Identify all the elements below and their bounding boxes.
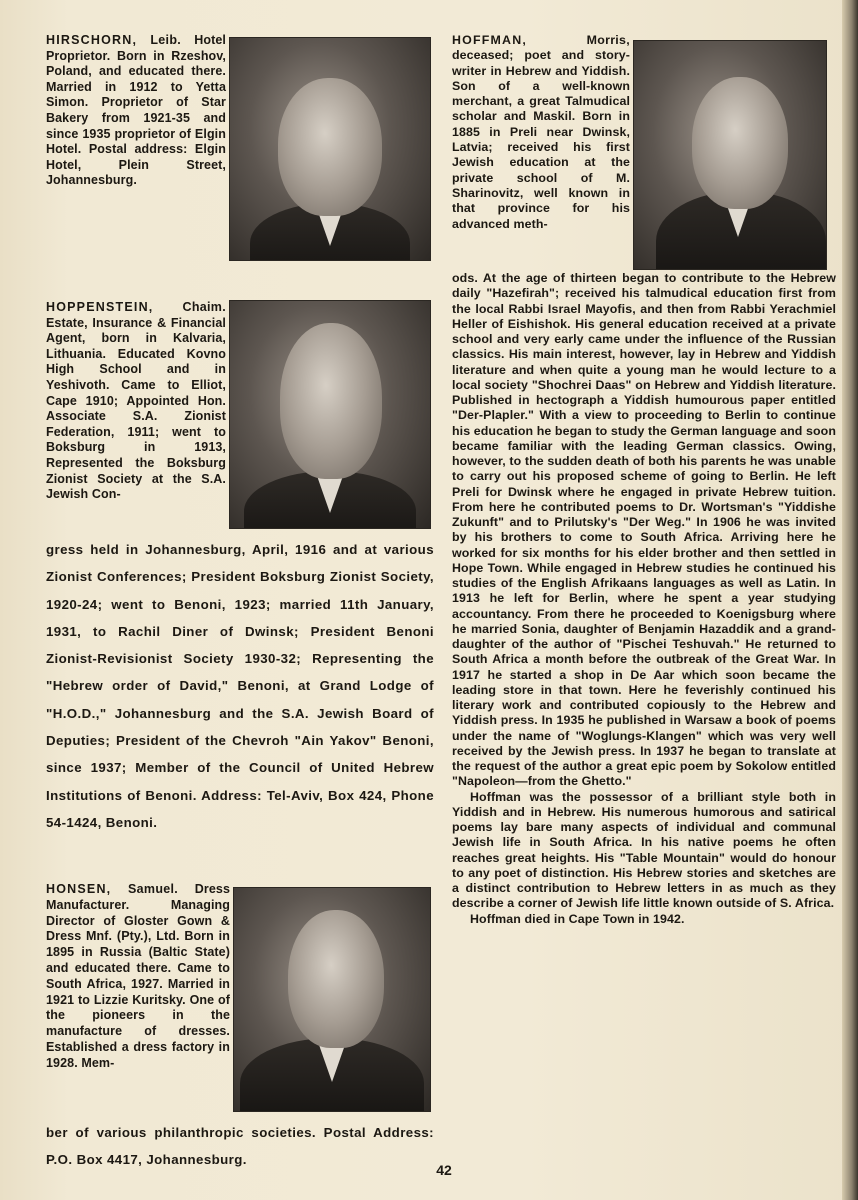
given-name-hirschorn: Leib.: [150, 33, 182, 47]
biography-honsen-part2: ber of various philanthropic societies. Postal Address: P.O. Box 4417, Johannesburg.: [46, 1125, 434, 1167]
portrait-hoffman: [633, 40, 827, 270]
entry-hoppenstein-text: [46, 300, 226, 503]
biography-hoffman-paragraph3: Hoffman died in Cape Town in 1942.: [470, 911, 685, 926]
biography-hoffman-paragraph2: Hoffman was the possessor of a brilliant style both in Yiddish and in Hebrew. His numerous humorous and satirical poems lay bare many aspects of individual and communal Jewish life in South Africa. In his native poems he often reaches great heights. His "Table Mountain" would do honour to any poet of distinction. His Hebrew stories and sketches are a distinct contribution to Hebrew letters in as much as they describe a corner of Jewish life little known outside of S. Africa.: [452, 789, 836, 911]
surname-hirschorn: HIRSCHORN,: [46, 33, 138, 47]
entry-hoffman-continued: [452, 271, 836, 927]
biography-hoffman-part2: ods. At the age of thirteen began to contribute to the Hebrew daily "Hazefirah"; received his talmudical education first from the local Rabbi Israel Mayofis, and then from Rabbi Yerachmiel Heller of Eishishok. His general education received at a private school and very early came under the influence of the Russian classics. His main interest, however, lay in Hebrew and Yiddish literature and when quite a young man he would lecture to a local society "Shochrei Daas" on Hebrew and Yiddish literature. Published in hectograph a Yiddish humourous paper entitled "Der-Plapler." With a view to proceeding to Berlin to continue his education he began to study the German language and soon became familiar with the leading German classics. Owing, however, to the sudden death of both his parents he was unable to carry out his proposed scheme of going to Berlin. He left Preli for Dwinsk where he engaged in private Hebrew tuition. From here he contributed poems to Dr. Wortsman's "Yiddishe Zukunft" and to Prilutsky's "Der Weg." In 1906 he was invited by his brothers to come to South Africa. Arriving here he worked for six months for his elder brother and then settled in Hope Town. While engaged in Hebrew studies he continued his studies of the English Afrikaans languages as well as Latin. In 1913 he left for Berlin, where he spent a year studying accountancy. From there he proceeded to Koenigsburg where he married Sonia, daughter of Benjamin Hazaddik and a grand-daughter of the author of "Pischei Teshuvah." He returned to South Africa a month before the outbreak of the Great War. In 1917 he started a shop in De Aar which soon became the leading store in that town. Here he feverishly continued his literary work and contributed copiously to the Hebrew and Yiddish press. In 1935 he published in Warsaw a book of poems under the name of "Woglungs-Klangen" which was very well received by the Jewish press. In 1937 he began to translate at the request of the author a great epic poem by Sokolow entitled "Napoleon—from the Ghetto.": [452, 271, 836, 789]
biography-hoppenstein-part1: Estate, Insurance & Financial Agent, born in Kalvaria, Lithuania. Educated Kovno High School and in Yeshivoth. Came to Elliot, Cape 1910; Appointed Hon. Associate S.A. Zionist Federation, 1911; went to Boksburg in 1913, Represented the Boksburg Zionist Society at the S.A. Jewish Con-: [46, 315, 226, 502]
given-name-hoppenstein: Chaim.: [182, 300, 226, 314]
biography-hoffman-part1: deceased; poet and story-writer in Hebrew and Yiddish. Son of a well-known merchant, a great Talmudical scholar and Maskil. Born in 1885 in Preli near Dwinsk, Latvia; received his first Jewish education at the private school of M. Sharinovitz, well known in that province for his advanced meth-: [452, 48, 630, 231]
entry-hoffman-text: [452, 33, 630, 232]
biography-hoppenstein-part2: gress held in Johannesburg, April, 1916 and at various Zionist Conferences; President Boksburg Zionist Society, 1920-24; went to Benoni, 1923; married 11th January, 1931, to Rachil Diner of Dwinsk; President Benoni Zionist-Revisionist Society 1930-32; Representing the "Hebrew order of David," Benoni, at Grand Lodge of "H.O.D.," Johannesburg and the S.A. Jewish Board of Deputies; President of the Chevroh "Ain Yakov" Benoni, since 1937; Member of the Council of United Hebrew Institutions of Benoni. Address: Tel-Aviv, Box 424, Phone 54-1424, Benoni.: [46, 542, 434, 830]
surname-hoppenstein: HOPPENSTEIN,: [46, 300, 154, 314]
given-name-honsen: Samuel.: [128, 882, 179, 896]
entry-hoppenstein-continued: [46, 536, 434, 836]
biography-hirschorn: Hotel Proprietor. Born in Rzeshov, Poland, and educated there. Married in 1912 to Yetta Simon. Proprietor of Star Bakery from 1921-35 and since 1935 proprietor of Elgin Hotel. Postal address: Elgin Hotel, Plein Street, Johannesburg.: [46, 33, 226, 188]
biography-honsen-part1: Dress Manufacturer. Managing Director of Gloster Gown & Dress Mnf. (Pty.), Ltd. Born in 1895 in Russia (Baltic State) and educated there. Came to South Africa, 1927. Married in 1921 to Lizzie Kuritsky. One of the pioneers in the manufacture of dresses. Established a dress factory in 1928. Mem-: [46, 882, 230, 1070]
entry-honsen-text: [46, 882, 230, 1072]
entry-hirschorn-text: [46, 33, 226, 189]
page-edge: [842, 0, 858, 1200]
surname-honsen: HONSEN,: [46, 882, 112, 896]
surname-hoffman: HOFFMAN,: [452, 33, 527, 47]
portrait-hirschorn: [229, 37, 431, 261]
given-name-hoffman: Morris,: [586, 33, 630, 47]
portrait-hoppenstein: [229, 300, 431, 529]
entry-honsen-continued: [46, 1119, 434, 1173]
page-number: 42: [436, 1162, 452, 1178]
portrait-honsen: [233, 887, 431, 1112]
